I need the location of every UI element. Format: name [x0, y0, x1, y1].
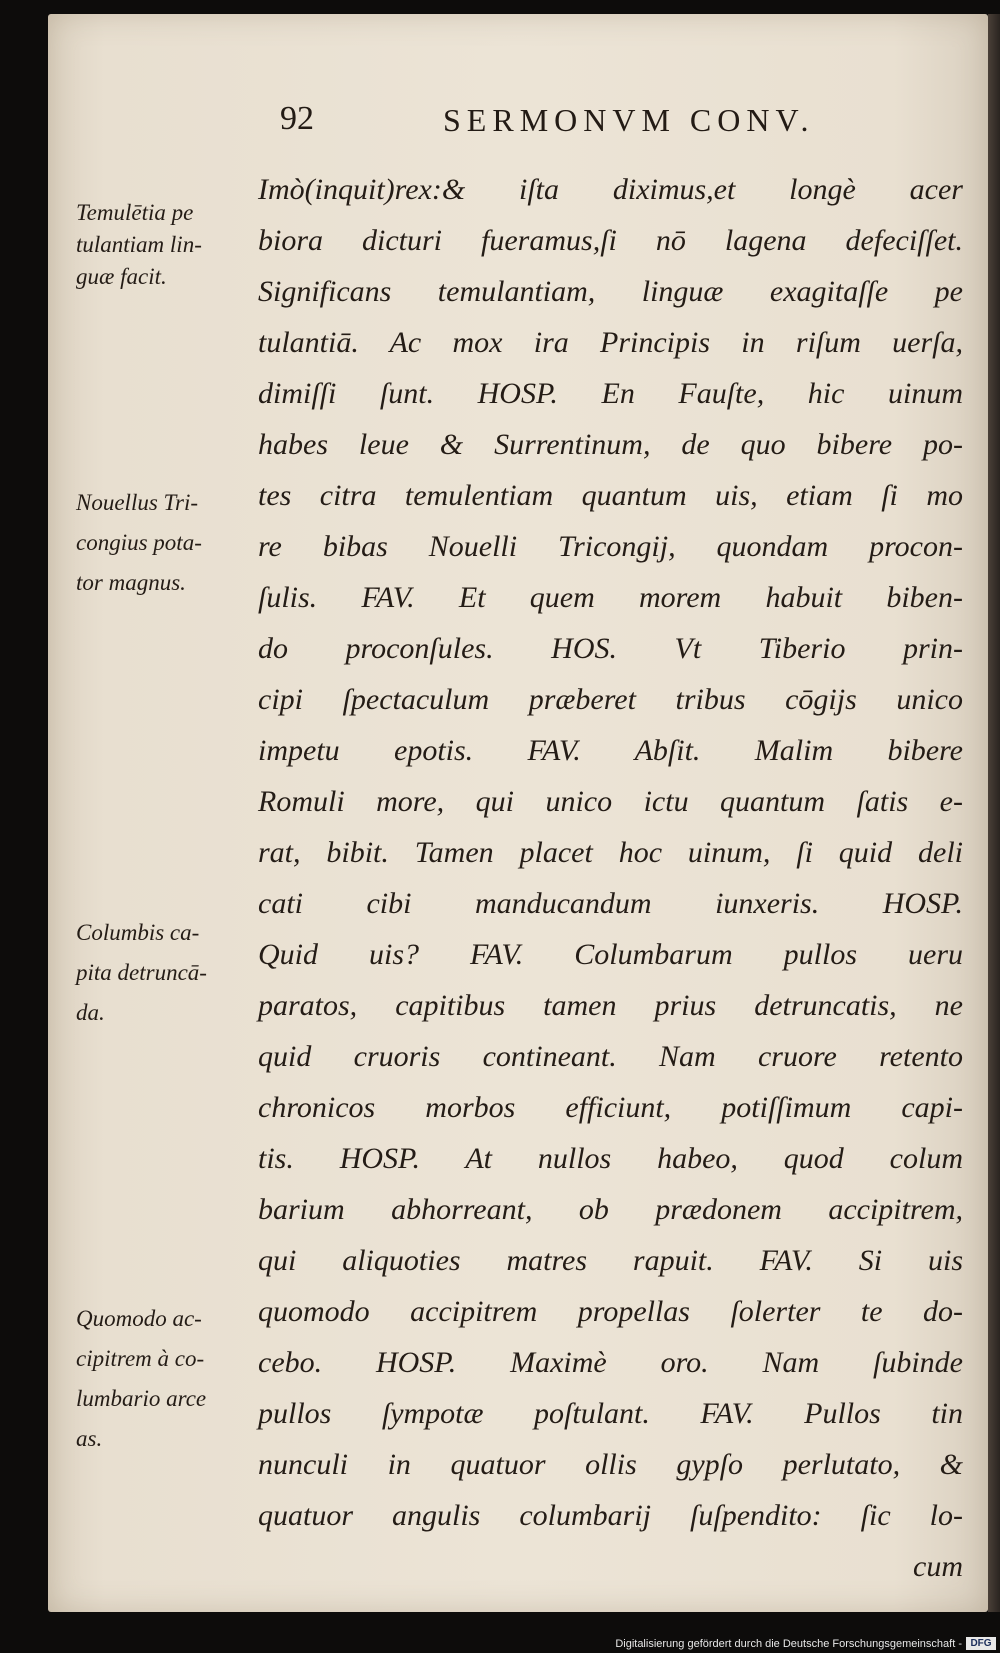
text-line: Imò(inquit)rex:& iſta diximus,et longè acer	[258, 173, 963, 206]
text-line: Romuli more, qui unico ictu quantum ſatis e-	[258, 785, 963, 818]
margin-note-line: lumbario arce	[76, 1386, 207, 1411]
text-line: qui aliquoties matres rapuit. FAV. Si uis	[258, 1244, 963, 1277]
text-line: cati cibi manducandum iunxeris. HOSP.	[258, 887, 963, 920]
margin-note-line: congius pota-	[76, 530, 202, 555]
text-line: dimiſſi ſunt. HOSP. En Fauſte, hic uinum	[258, 377, 963, 410]
text-line: cebo. HOSP. Maximè oro. Nam ſubinde	[258, 1346, 963, 1379]
text-line: tis. HOSP. At nullos habeo, quod colum	[258, 1142, 963, 1175]
margin-note-line: Temulētia pe	[76, 200, 194, 225]
text-line: rat, bibit. Tamen placet hoc uinum, ſi quid deli	[258, 836, 963, 869]
dfg-logo-icon: DFG	[966, 1637, 996, 1650]
text-line: cum	[913, 1550, 963, 1583]
text-line: do proconſules. HOS. Vt Tiberio prin-	[258, 632, 963, 665]
footer-credit: Digitalisierung gefördert durch die Deutsche Forschungsgemeinschaft -	[615, 1638, 962, 1650]
text-line: cipi ſpectaculum præberet tribus cōgijs unico	[258, 683, 963, 716]
page-edge	[988, 14, 1000, 1612]
text-line: impetu epotis. FAV. Abſit. Malim bibere	[258, 734, 963, 767]
margin-note-line: as.	[76, 1426, 103, 1451]
text-line: biora dicturi fueramus,ſi nō lagena defeciſſet.	[258, 224, 963, 257]
margin-note-line: pita detruncā-	[76, 960, 207, 985]
text-line: tes citra temulentiam quantum uis, etiam ſi mo	[258, 479, 963, 512]
text-line: quid cruoris contineant. Nam cruore retento	[258, 1040, 963, 1073]
book-page	[48, 14, 988, 1612]
text-line: Significans temulantiam, linguæ exagitaſſe pe	[258, 275, 963, 308]
text-line: tulantiā. Ac mox ira Principis in riſum uerſa,	[258, 326, 963, 359]
margin-note-line: cipitrem à co-	[76, 1346, 205, 1371]
text-line: nunculi in quatuor ollis gypſo perlutato, &	[258, 1448, 963, 1481]
margin-note-line: Nouellus Tri-	[76, 490, 199, 515]
margin-note-line: tor magnus.	[76, 570, 186, 595]
text-line: quatuor angulis columbarij ſuſpendito: ſic lo-	[258, 1499, 963, 1532]
text-line: chronicos morbos efficiunt, potiſſimum capi-	[258, 1091, 963, 1124]
margin-note-line: guæ facit.	[76, 264, 167, 289]
text-line: pullos ſympotæ poſtulant. FAV. Pullos tin	[258, 1397, 963, 1430]
text-line: barium abhorreant, ob prædonem accipitrem,	[258, 1193, 963, 1226]
text-line: habes leue & Surrentinum, de quo bibere po-	[258, 428, 963, 461]
text-line: paratos, capitibus tamen prius detruncatis, ne	[258, 989, 963, 1022]
text-line: quomodo accipitrem propellas ſolerter te do-	[258, 1295, 963, 1328]
text-line: re bibas Nouelli Tricongij, quondam procon-	[258, 530, 963, 563]
text-line: ſulis. FAV. Et quem morem habuit biben-	[258, 581, 963, 614]
page-number: 92	[280, 100, 314, 137]
margin-note-line: da.	[76, 1000, 105, 1025]
margin-note-line: Columbis ca-	[76, 920, 200, 945]
text-line: Quid uis? FAV. Columbarum pullos ueru	[258, 938, 963, 971]
running-title: SERMONVM CONV.	[443, 102, 815, 138]
margin-note-line: tulantiam lin-	[76, 232, 202, 257]
margin-note-line: Quomodo ac-	[76, 1306, 202, 1331]
